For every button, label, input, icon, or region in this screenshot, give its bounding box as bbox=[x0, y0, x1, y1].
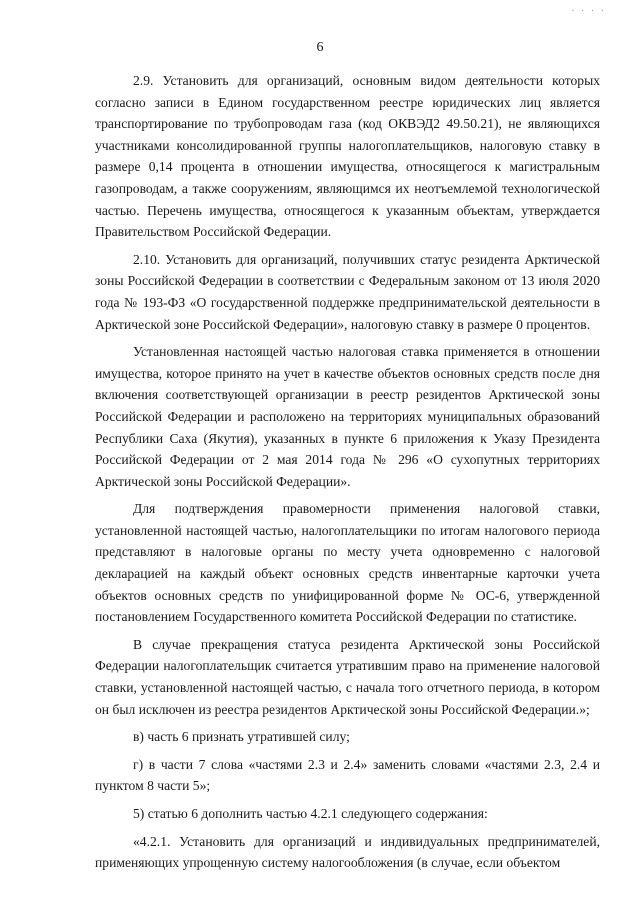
scan-artifact: · · · · bbox=[571, 6, 606, 17]
paragraph-2-10: 2.10. Установить для организаций, получивших статус резидента Арктической зоны Российской Федерации в соответствии с Федеральным законом от 13 июля 2020 года № 193-ФЗ «О государственной поддержке предпринимательской деятельности в Арктической зоне Российской Федерации», налоговую ставку в размере 0 процентов. bbox=[95, 251, 600, 332]
paragraph-2-9: 2.9. Установить для организаций, основным видом деятельности которых согласно записи в Едином государственном реестре юридических лиц является транспортирование по трубопроводам газа (код ОКВЭД2 49.50.21), не являющихся участниками консолидированной группы налогоплательщиков, налоговую ставку в размере 0,14 процента в отношении имущества, относящегося к магистральным газопроводам, а также сооружениям, являющимся их неотъемлемой технологической частью. Перечень имущества, относящегося к указанным объектам, утверждается Правительством Российской Федерации. bbox=[95, 73, 600, 240]
paragraph-status-termination: В случае прекращения статуса резидента Арктической зоны Российской Федерации налогоплательщик считается утратившим право на применение налоговой ставки, установленной настоящей частью, с начала того отчетного периода, в котором он был исключен из реестра резидентов Арктической зоны Российской Федерации.»; bbox=[95, 636, 600, 717]
paragraph-confirmation: Для подтверждения правомерности применения налоговой ставки, установленной настоящей частью, налогоплательщики по итогам налогового периода представляют в налоговые органы по месту учета одновременно с налоговой декларацией на каждый объект основных средств инвентарные карточки учета объектов основных средств по унифицированной форме № ОС-6, утвержденной постановлением Государственного комитета Российской Федерации по статистике. bbox=[95, 501, 600, 625]
page-number: 6 bbox=[316, 40, 324, 55]
paragraph-item-5: 5) статью 6 дополнить частью 4.2.1 следующего содержания: bbox=[133, 806, 488, 821]
document-body bbox=[95, 70, 600, 880]
paragraph-item-g: г) в части 7 слова «частями 2.3 и 2.4» заменить словами «частями 2.3, 2.4 и пунктом 8 части 5»; bbox=[95, 756, 600, 794]
paragraph-item-v: в) часть 6 признать утратившей силу; bbox=[133, 729, 350, 745]
paragraph-rate-application: Установленная настоящей частью налоговая ставка применяется в отношении имущества, которое принято на учет в качестве объектов основных средств после дня включения соответствующей организации в реестр резидентов Арктической зоны Российской Федерации и расположено на территориях муниципальных образований Республики Саха (Якутия), указанных в пункте 6 приложения к Указу Президента Российской Федерации от 2 мая 2014 года № 296 «О сухопутных территориях Арктической зоны Российской Федерации». bbox=[95, 344, 600, 489]
paragraph-4-2-1: «4.2.1. Установить для организаций и индивидуальных предпринимателей, применяющих упрощенную систему налогообложения (в случае, если объектом bbox=[95, 833, 600, 871]
